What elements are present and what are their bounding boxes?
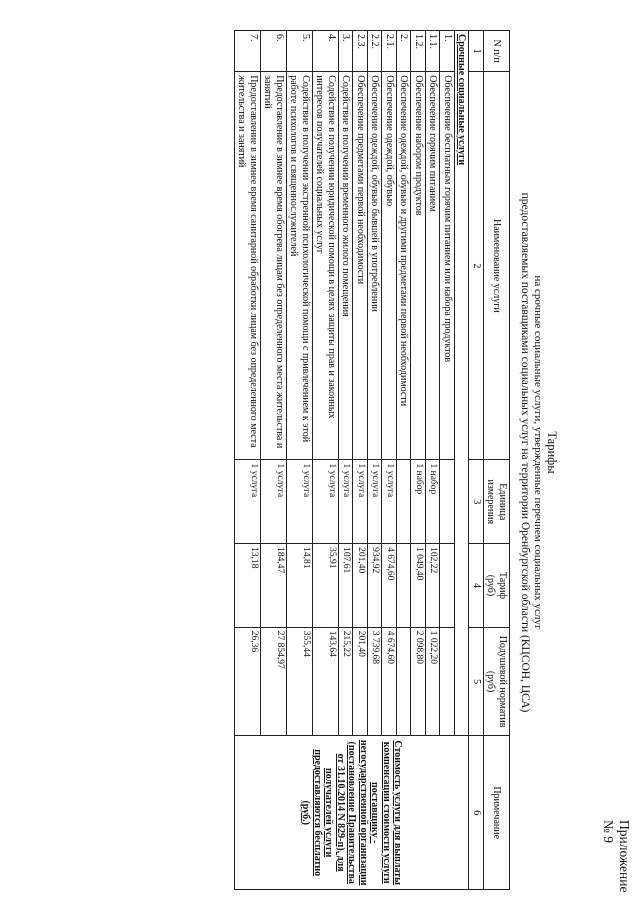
header-note: Примечание [484, 736, 510, 890]
per-capita-norm-value [440, 627, 455, 736]
per-capita-norm-value: 215,22 [339, 627, 354, 736]
document-title: Тарифы [545, 431, 559, 474]
header-tariff-label: Тариф [497, 571, 508, 600]
unit-of-measure: 1 услуга [261, 460, 287, 544]
header-norm-label: Подушевой норматив [497, 635, 508, 728]
per-capita-norm-value [397, 627, 412, 736]
tariff-table [234, 30, 510, 890]
per-capita-norm-value: 26,36 [235, 627, 261, 736]
document-subtitle-line1: на срочные социальные услуги, утвержденные перечнем социальных услуг [532, 275, 544, 630]
appendix-label: Приложение № 9 [601, 820, 632, 893]
row-number: 2.3. [353, 31, 368, 72]
per-capita-norm-value: 3 739,68 [368, 627, 383, 736]
service-name: Содействие в получении экстренной психологической помощи с привлечением к этой работе психологов и священнослужителей [287, 72, 313, 460]
table-header-row [484, 31, 510, 890]
note-cell: Стоимость услуги для выплаты компенсации стоимости услуги поставщику - негосударственной организации (постановление Правительства от 31.10.2014 N 829-п), для получателей услуги предоставляются бесплатно (руб.) [235, 736, 470, 890]
row-number: 6. [261, 31, 287, 72]
per-capita-norm-value: 143,64 [313, 627, 339, 736]
service-name: Предоставление в зимнее время обогрева лицам без определенного места жительства и занятий [261, 72, 287, 460]
tariff-value: 35,91 [313, 544, 339, 628]
per-capita-norm-value: 27 854,97 [261, 627, 287, 736]
header-tariff-unit: (руб) [485, 574, 497, 597]
document-subtitle-line2: предоставляемых поставщиками социальных услуг на территории Оренбургской области (КЦСОН, ЦСА) [519, 192, 531, 713]
per-capita-norm-value: 355,44 [287, 627, 313, 736]
unit-of-measure: 1 услуга [235, 460, 261, 544]
section-title: Срочные социальные услуги [455, 31, 470, 736]
header-norm-unit: (руб) [485, 670, 497, 693]
row-number: 2. [397, 31, 412, 72]
unit-of-measure: 1 услуга [313, 460, 339, 544]
row-number: 4. [313, 31, 339, 72]
column-number: 5 [469, 627, 484, 736]
per-capita-norm-value: 201,40 [353, 627, 368, 736]
tariff-value: 102,22 [426, 544, 441, 628]
row-number: 2.2. [368, 31, 383, 72]
tariff-value: 4 674,60 [382, 544, 397, 628]
service-name: Содействие в получении временного жилого помещения [339, 72, 354, 460]
tariff-value: 1 049,40 [411, 544, 426, 628]
column-number: 4 [469, 544, 484, 628]
row-number: 1.2. [411, 31, 426, 72]
column-number: 3 [469, 460, 484, 544]
unit-of-measure: 1 услуга [287, 460, 313, 544]
unit-of-measure [397, 460, 412, 544]
per-capita-norm-value: 1 022,20 [426, 627, 441, 736]
unit-of-measure: 1 услуга [339, 460, 354, 544]
unit-of-measure: 1 услуга [382, 460, 397, 544]
per-capita-norm-value: 4 674,60 [382, 627, 397, 736]
row-number: 1.1. [426, 31, 441, 72]
unit-of-measure: 1 набор [426, 460, 441, 544]
table-body [235, 31, 470, 890]
service-name: Обеспечение одеждой, обувью бывшей в употреблении [368, 72, 383, 460]
row-number: 5. [287, 31, 313, 72]
service-name: Обеспечение бесплатным горячим питанием или набора продуктов [440, 72, 455, 460]
tariff-value: 14,81 [287, 544, 313, 628]
column-number-row [469, 31, 484, 890]
service-name: Обеспечение горячим питанием [426, 72, 441, 460]
service-name: Обеспечение набором продуктов [411, 72, 426, 460]
column-number: 2 [469, 72, 484, 460]
header-per-capita-norm [484, 627, 510, 736]
row-number: 3. [339, 31, 354, 72]
tariff-value [397, 544, 412, 628]
column-number: 1 [469, 31, 484, 72]
per-capita-norm-value: 2 098,80 [411, 627, 426, 736]
tariff-value: 934,92 [368, 544, 383, 628]
unit-of-measure: 1 услуга [368, 460, 383, 544]
service-name: Обеспечение предметами первой необходимости [353, 72, 368, 460]
unit-of-measure: 1 услуга [353, 460, 368, 544]
row-number: 2.1. [382, 31, 397, 72]
header-number: N п/п [484, 31, 510, 72]
row-number: 7. [235, 31, 261, 72]
service-name: Предоставление в зимнее время санитарной обработки лицам без определенного места жительства и занятий [235, 72, 261, 460]
tariff-value: 13,18 [235, 544, 261, 628]
column-number: 6 [469, 736, 484, 890]
tariff-value: 184,47 [261, 544, 287, 628]
section-row [455, 31, 470, 890]
unit-of-measure: 1 набор [411, 460, 426, 544]
tariff-value: 201,40 [353, 544, 368, 628]
unit-of-measure [440, 460, 455, 544]
row-number: 1. [440, 31, 455, 72]
tariff-value: 107,61 [339, 544, 354, 628]
service-name: Обеспечение одеждой, обувью [382, 72, 397, 460]
service-name: Содействие в получении юридической помощи в целях защиты прав и законных интересов получателей социальных услуг [313, 72, 339, 460]
header-tariff [484, 544, 510, 628]
service-name: Обеспечение одеждой, обувью и другими предметами первой необходимости [397, 72, 412, 460]
tariff-value [440, 544, 455, 628]
header-service-name: Наименование услуги [484, 72, 510, 460]
header-unit: Единица измерения [484, 460, 510, 544]
